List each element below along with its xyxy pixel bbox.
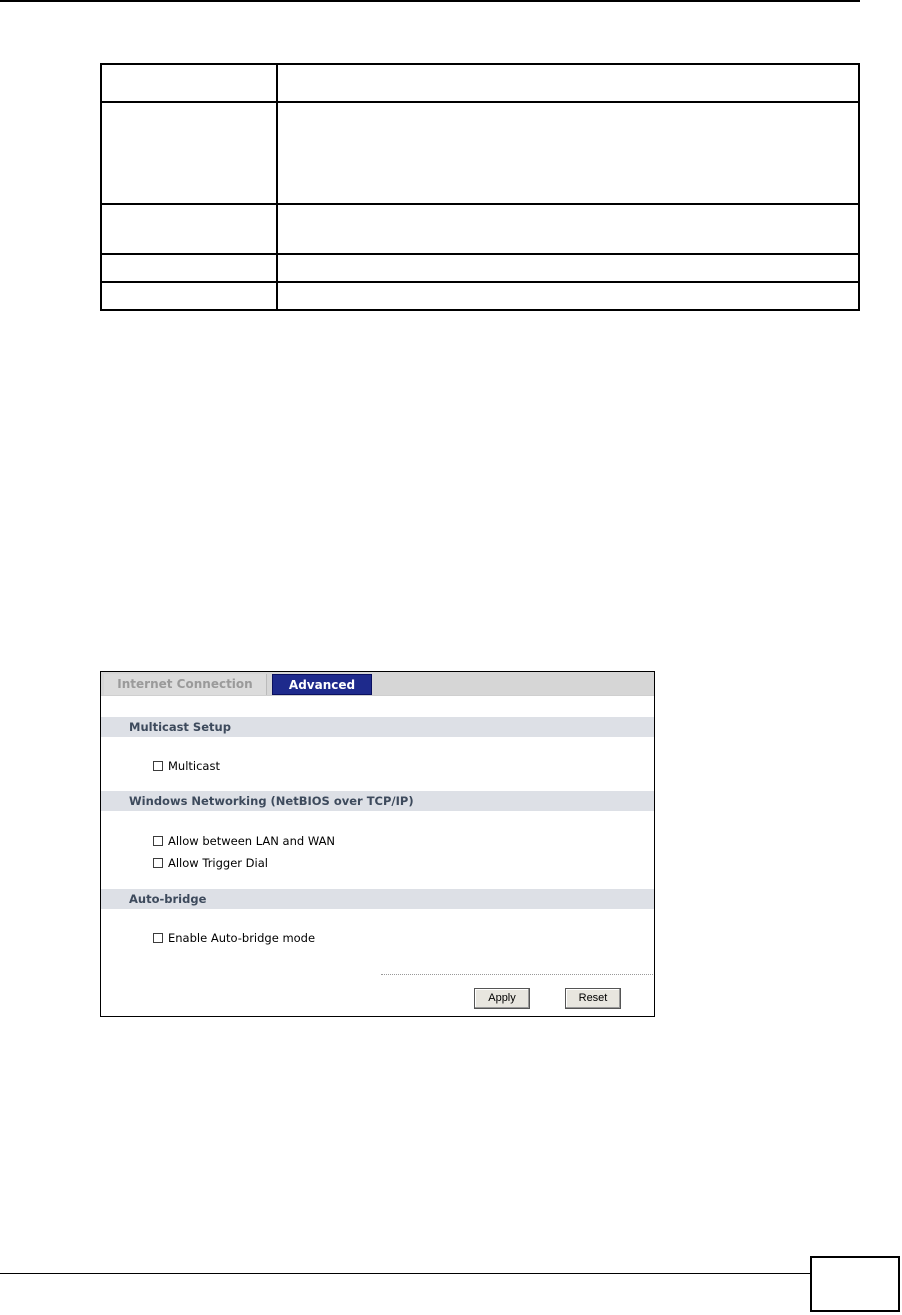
table-cell [101, 282, 277, 310]
multicast-label: Multicast [168, 759, 220, 773]
button-divider [381, 974, 653, 975]
table-cell [101, 102, 277, 204]
table-cell [101, 254, 277, 282]
tab-internet-connection[interactable]: Internet Connection [104, 674, 267, 695]
footer-rule [0, 1273, 810, 1274]
description-table [100, 63, 860, 311]
section-auto-bridge: Auto-bridge [101, 889, 654, 909]
table-cell [277, 254, 859, 282]
multicast-checkbox[interactable] [153, 761, 163, 771]
apply-button[interactable]: Apply [474, 988, 530, 1009]
section-windows-networking: Windows Networking (NetBIOS over TCP/IP) [101, 791, 654, 811]
table-cell [277, 102, 859, 204]
table-header-cell [277, 64, 859, 102]
allow-lan-wan-option[interactable] [153, 833, 335, 849]
section-multicast-setup: Multicast Setup [101, 717, 654, 737]
table-cell [277, 282, 859, 310]
table-header-row [101, 64, 859, 102]
table-cell [277, 204, 859, 254]
table-row [101, 102, 859, 204]
allow-trigger-dial-option[interactable] [153, 855, 268, 871]
reset-button[interactable]: Reset [565, 988, 621, 1009]
allow-lan-wan-label: Allow between LAN and WAN [168, 834, 336, 848]
allow-lan-wan-checkbox[interactable] [153, 836, 163, 846]
table-row [101, 254, 859, 282]
table-header-cell [101, 64, 277, 102]
tab-advanced[interactable]: Advanced [272, 674, 372, 695]
header-rule [0, 0, 860, 2]
table-cell [101, 204, 277, 254]
table-row [101, 282, 859, 310]
multicast-option[interactable] [153, 758, 220, 774]
auto-bridge-option[interactable] [153, 930, 315, 946]
allow-trigger-dial-label: Allow Trigger Dial [168, 856, 268, 870]
page-number-box [810, 1256, 900, 1312]
auto-bridge-checkbox[interactable] [153, 933, 163, 943]
table-row [101, 204, 859, 254]
advanced-settings-screenshot [100, 671, 655, 1017]
allow-trigger-dial-checkbox[interactable] [153, 858, 163, 868]
auto-bridge-label: Enable Auto-bridge mode [168, 931, 316, 945]
tab-bar [101, 672, 654, 696]
